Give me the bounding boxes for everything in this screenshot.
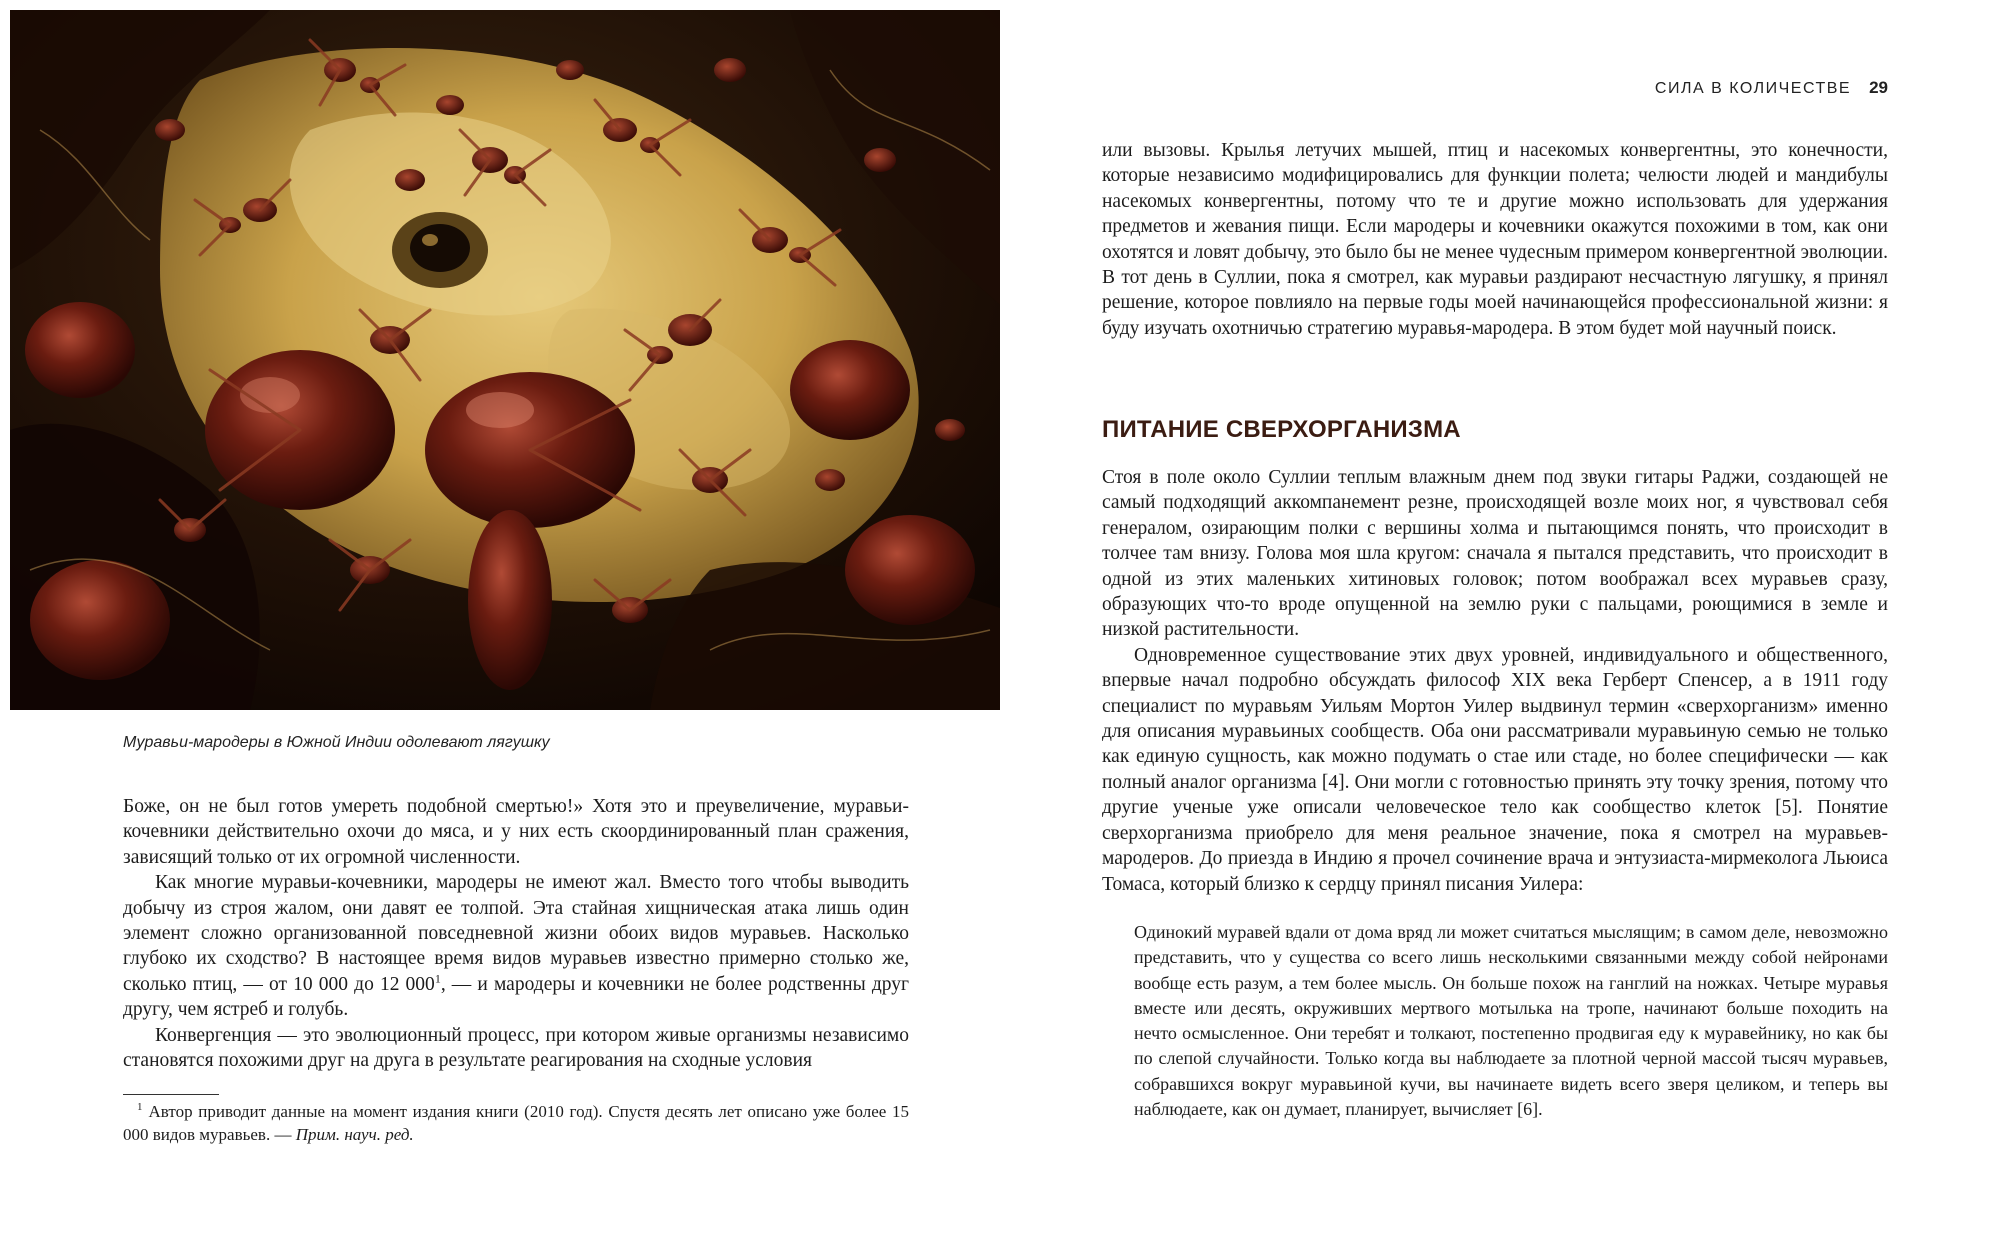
running-head: [1655, 78, 1888, 98]
right-body-text-top: [1102, 138, 1888, 341]
paragraph: Боже, он не был готов умереть подобной смертью!» Хотя это и преувеличение, муравьи-кочевники действительно охочи до мяса, и у них есть скоординированный план сражения, зависящий только от их огромной численности.: [123, 796, 909, 868]
paragraph: Одновременное существование этих двух уровней, индивидуального и общественного, впервые начал подробно обсуждать философ XIX века Герберт Спенсер, а в 1911 году специалист по муравьям Уильям Мортон Уилер выдвинул термин «сверхорганизм» именно для описания муравьиных сообществ. Оба они рассматривали муравьиную семью не только как единую сущность, как можно подумать о стае или стаде, но более специфически — как полный аналог организма [4]. Они могли с готовностью принять эту точку зрения, потому что другие ученые уже описали человеческое тело как сообщество клеток [5]. Понятие сверхорганизма приобрело для меня реальное значение, пока я смотрел на муравьев-мародеров. До приезда в Индию я прочел сочинение врача и энтузиаста-мирмеколога Льюиса Томаса, который близко к сердцу принял писания Уилера:: [1102, 644, 1888, 895]
footnote-reference[interactable]: 1: [434, 971, 441, 986]
block-quote: Одинокий муравей вдали от дома вряд ли может считаться мыслящим; в самом деле, невозможно представить, что у существа со всего лишь несколькими связанными между собой нейронами вообще есть разум, а тем более мысль. Он больше похож на ганглий на ножках. Четыре муравья вместе или десять, окруживших мертвого мотылька на тропе, начинают больше походить на нечто осмысленное. Они теребят и толкают, постепенно продвигая еду к муравейнику, но как бы по слепой случайности. Только когда вы наблюдаете за плотной черной массой тысяч муравьев, собравшихся вокруг муравьиной кучи, вы начинаете видеть всего зверя целиком, и теперь вы наблюдаете, как он думает, планирует, вычисляет [6].: [1134, 922, 1888, 1120]
paragraph: Стоя в поле около Суллии теплым влажным днем под звуки гитары Раджи, создающей не самый подходящий аккомпанемент резне, происходящей возле моих ног, я чувствовал себя генералом, озирающим полки с вершины холма и пытающимся понять, что происходит в толчее там внизу. Голова моя шла кругом: сначала я пытался представить, что происходит в одной из этих маленьких хитиновых головок; потом воображал всех муравьев сразу, образующих что-то вроде опущенной на землю руки с пальцами, роющимися в земле и низкой растительности.: [1102, 467, 1888, 641]
paragraph-text: , — и мародеры и кочевники не более родственны друг другу, чем ястреб и голубь.: [123, 973, 909, 1021]
right-page: [1000, 0, 2000, 1250]
footnote: [123, 1100, 909, 1146]
photo-caption: Муравьи-мародеры в Южной Индии одолевают лягушку: [123, 734, 550, 751]
page-number: 29: [1869, 78, 1888, 97]
running-head-title: СИЛА В КОЛИЧЕСТВЕ: [1654, 80, 1852, 97]
paragraph: или вызовы. Крылья летучих мышей, птиц и насекомых конвергентны, это конечности, которые независимо модифицировались для функции полета; челюсти людей и мандибулы насекомых конвергентны, потому что те и другие можно использовать для удержания предметов и жевания пищи. Если мародеры и кочевники окажутся похожими в том, как они охотятся и ловят добычу, это было бы не менее чудесным примером конвергентной эволюции. В тот день в Суллии, пока я смотрел, как муравьи раздирают несчастную лягушку, я принял решение, которое повлияло на первые годы моей начинающейся профессиональной жизни: я буду изучать охотничью стратегию муравья-мародера. В этом будет мой научный поиск.: [1102, 140, 1888, 339]
paragraph-text: Как многие муравьи-кочевники, мародеры не имеют жал. Вместо того чтобы выводить добычу из строя жалом, они давят ее толпой. Эта стайная хищническая атака лишь один элемент сложно организованной повседневной жизни обоих видов муравьев. Насколько глубоко их сходство? В настоящее время видов муравьев известно примерно столько же, сколько птиц, — от 10 000 до 12 000: [123, 872, 909, 995]
footnote-text: Автор приводит данные на момент издания книги (2010 год). Спустя десять лет описано уже более 15 000 видов муравьев. —: [123, 1102, 909, 1144]
footnote-divider: [123, 1094, 219, 1095]
footnote-mark: 1: [137, 1101, 143, 1114]
footnote-editor-note: Прим. науч. ред.: [295, 1125, 414, 1144]
ants-photo: [10, 10, 1006, 710]
right-body-text: [1102, 465, 1888, 897]
paragraph: [123, 870, 909, 1022]
left-body-text: [123, 794, 909, 1073]
section-heading: ПИТАНИЕ СВЕРХОРГАНИЗМА: [1102, 416, 1461, 443]
paragraph: Конвергенция — это эволюционный процесс, при котором живые организмы независимо становятся похожими друг на друга в результате реагирования на сходные условия: [123, 1024, 909, 1072]
